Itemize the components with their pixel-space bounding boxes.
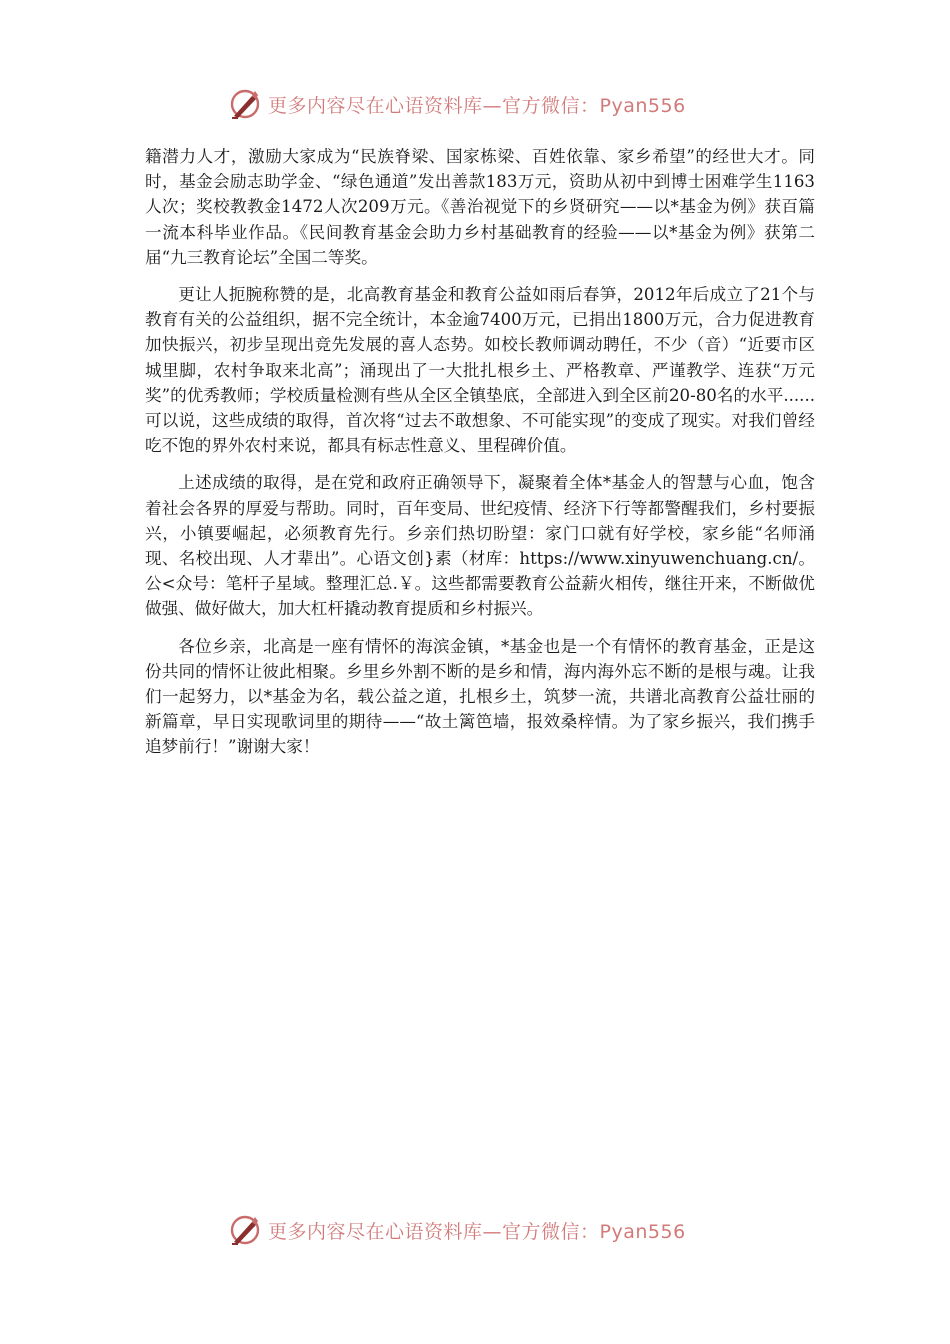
paragraph-2: 更让人扼腕称赞的是，北高教育基金和教育公益如雨后春笋，2012年后成立了21个与教育有关的公益组织，据不完全统计，本金逾7400万元，已捐出1800万元，合力促进教育加快振兴，初步呈现出竞先发展的喜人态势。如校长教师调动聘任，不少（音）“近要市区城里脚，农村争取来北高”；涌现出了一大批扎根乡土、严格教章、严谨教学、连获“万元奖”的优秀教师；学校质量检测有些从全区全镇垫底，全部进入到全区前20-80名的水平......可以说，这些成绩的取得，首次将“过去不敢想象、不可能实现”的变成了现实。对我们曾经吃不饱的界外农村来说，都具有标志性意义、里程碑价值。	[145, 285, 815, 456]
paragraph-3: 上述成绩的取得，是在党和政府正确领导下，凝聚着全体*基金人的智慧与心血，饱含着社会各界的厚爱与帮助。同时，百年变局、世纪疫情、经济下行等都警醒我们，乡村要振兴，小镇要崛起，必须教育先行。乡亲们热切盼望：家门口就有好学校，家乡能“名师涌现、名校出现、人才辈出”。心语文创}素（材库：https://www.xinyuwenchuang.cn/。公<众号：笔杆子星域。整理汇总.￥。这些都需要教育公益薪火相传，继往开来，不断做优做强、做好做大，加大杠杆撬动教育提质和乡村振兴。	[145, 473, 815, 619]
footer-banner	[228, 1210, 686, 1250]
pen-logo-icon	[228, 87, 262, 121]
paragraph-1: 籍潜力人才，激励大家成为“民族脊梁、国家栋梁、百姓依靠、家乡希望”的经世大才。同时，基金会励志助学金、“绿色通道”发出善款183万元，资助从初中到博士困难学生1163人次；奖校教教金1472人次209万元。《善治视觉下的乡贤研究——以*基金为例》获百篇一流本科毕业作品。《民间教育基金会助力乡村基础教育的经验——以*基金为例》获第二届“九三教育论坛”全国二等奖。	[145, 147, 815, 267]
banner-text: 更多内容尽在心语资料库—官方微信：Pyan556	[268, 94, 686, 117]
paragraph-4: 各位乡亲，北高是一座有情怀的海滨金镇，*基金也是一个有情怀的教育基金，正是这份共同的情怀让彼此相聚。乡里乡外割不断的是乡和情，海内海外忘不断的是根与魂。让我们一起努力，以*基金为名，载公益之道，扎根乡土，筑梦一流，共谱北高教育公益壮丽的新篇章，早日实现歌词里的期待——“故土篱笆墙，报效桑梓情。为了家乡振兴，我们携手追梦前行！”谢谢大家！	[145, 636, 815, 757]
banner-text: 更多内容尽在心语资料库—官方微信：Pyan556	[268, 1220, 686, 1243]
document-body	[145, 144, 815, 772]
pen-logo-icon	[228, 1213, 262, 1247]
header-banner	[228, 84, 686, 124]
